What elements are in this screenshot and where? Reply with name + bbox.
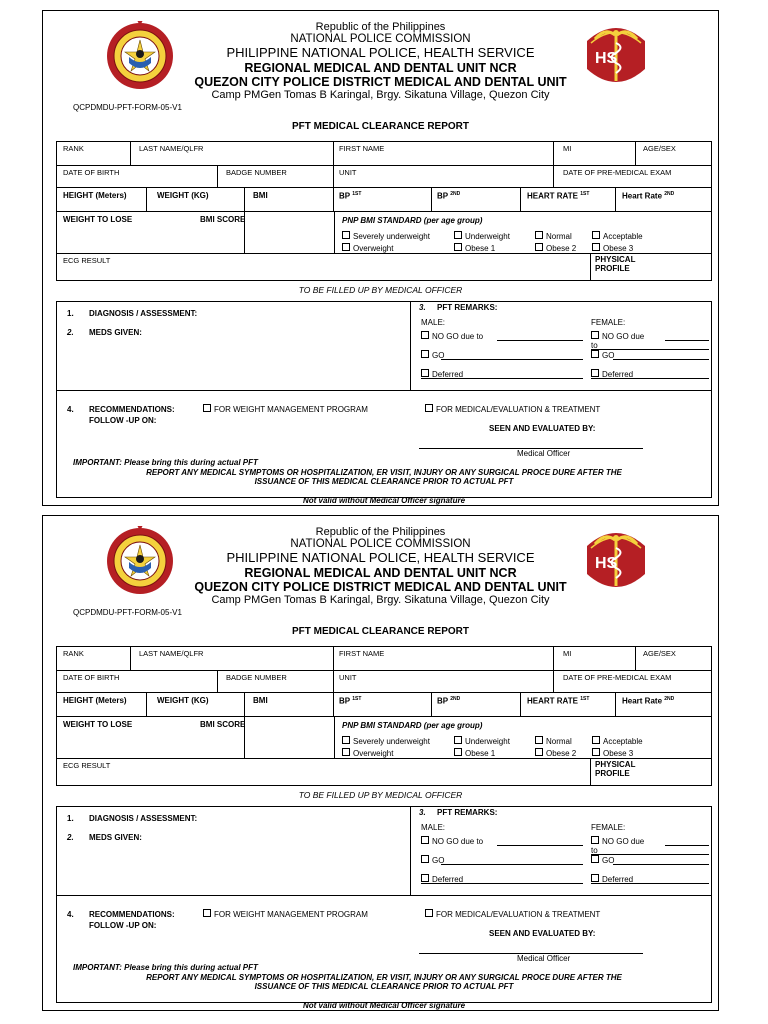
female-no-go-to-label: to [591, 846, 598, 855]
heart-rate-2nd-label: Heart Rate $^{2ND}$ [622, 191, 675, 201]
bmi-obese-3-checkbox[interactable]: Obese 3 [592, 748, 633, 758]
recommendations-label: RECOMMENDATIONS: [89, 405, 175, 414]
male-deferred-checkbox[interactable]: Deferred [421, 874, 463, 884]
bmi-obese-2-checkbox[interactable]: Obese 2 [535, 748, 576, 758]
item-3-number: 3. [419, 303, 426, 312]
report-symptoms-note: REPORT ANY MEDICAL SYMPTOMS OR HOSPITALIZATION, ER VISIT, INJURY OR ANY SURGICAL PROCE DURE AFTER THE ISSUANCE OF THIS MEDICAL CLEARANCE PRIOR TO ACTUAL PFT [146, 468, 622, 487]
male-go-checkbox[interactable]: GO [421, 350, 444, 360]
header-line-pnp-hs: PHILIPPINE NATIONAL POLICE, HEALTH SERVICE [226, 45, 535, 61]
bmi-normal-checkbox[interactable]: Normal [535, 736, 572, 746]
rank-label: RANK [63, 144, 84, 153]
female-deferred-checkbox[interactable]: Deferred [591, 874, 633, 884]
medical-evaluation-treatment-checkbox[interactable]: FOR MEDICAL/EVALUATION & TREATMENT [425, 909, 600, 919]
male-no-go-checkbox[interactable]: NO GO due to [421, 331, 483, 341]
bmi-score-label: BMI SCORE [200, 720, 246, 729]
dob-label: DATE OF BIRTH [63, 673, 120, 682]
item-2-number: 2. [67, 328, 74, 337]
seen-and-evaluated-label: SEEN AND EVALUATED BY: [489, 929, 596, 938]
male-deferred-checkbox[interactable]: Deferred [421, 369, 463, 379]
male-go-checkbox[interactable]: GO [421, 855, 444, 865]
form-title: PFT MEDICAL CLEARANCE REPORT [291, 626, 470, 637]
medical-officer-section [56, 301, 712, 505]
header-line-pnp-hs: PHILIPPINE NATIONAL POLICE, HEALTH SERVICE [226, 550, 535, 566]
diagnosis-label: DIAGNOSIS / ASSESSMENT: [89, 814, 198, 823]
dob-label: DATE OF BIRTH [63, 168, 120, 177]
ecg-result-label: ECG RESULT [63, 256, 111, 265]
bp-1st-label: BP $^{1ST}$ [339, 696, 362, 706]
hs-logo-text: HS [595, 50, 618, 67]
header-line-napolcom: NATIONAL POLICE COMMISSION [290, 538, 471, 551]
weight-management-program-checkbox[interactable]: FOR WEIGHT MANAGEMENT PROGRAM [203, 909, 368, 919]
weight-label: WEIGHT (KG) [157, 696, 209, 705]
pnp-bmi-standard-label: PNP BMI STANDARD (per age group) [342, 721, 483, 730]
header-line-republic: Republic of the Philippines [315, 526, 446, 538]
pnp-bmi-standard-label: PNP BMI STANDARD (per age group) [342, 216, 483, 225]
age-sex-label: AGE/SEX [643, 144, 676, 153]
hs-logo-text: HS [595, 555, 618, 572]
bp-1st-label: BP $^{1ST}$ [339, 191, 362, 201]
last-name-label: LAST NAME/QLFR [139, 144, 204, 153]
not-valid-note: Not valid without Medical Officer signature [302, 496, 466, 505]
first-name-label: FIRST NAME [339, 144, 385, 153]
header-line-republic: Republic of the Philippines [315, 21, 446, 33]
bmi-obese-1-checkbox[interactable]: Obese 1 [454, 243, 495, 253]
header-line-napolcom: NATIONAL POLICE COMMISSION [290, 33, 471, 46]
item-3-number: 3. [419, 808, 426, 817]
female-label: FEMALE: [591, 823, 626, 832]
meds-given-label: MEDS GIVEN: [89, 328, 142, 337]
bmi-severely-underweight-checkbox[interactable]: Severely underweight [342, 736, 430, 746]
bmi-acceptable-checkbox[interactable]: Acceptable [592, 736, 643, 746]
bmi-obese-3-checkbox[interactable]: Obese 3 [592, 243, 633, 253]
female-no-go-to-label: to [591, 341, 598, 350]
header-line-rmdu: REGIONAL MEDICAL AND DENTAL UNIT NCR [244, 565, 517, 580]
bp-2nd-label: BP $^{2ND}$ [437, 696, 461, 706]
clearance-form-copy-1 [42, 10, 719, 506]
form-code: QCPDMDU-PFT-FORM-05-V1 [73, 103, 182, 112]
diagnosis-label: DIAGNOSIS / ASSESSMENT: [89, 309, 198, 318]
weight-management-program-checkbox[interactable]: FOR WEIGHT MANAGEMENT PROGRAM [203, 404, 368, 414]
not-valid-note: Not valid without Medical Officer signature [302, 1001, 466, 1010]
bp-2nd-label: BP $^{2ND}$ [437, 191, 461, 201]
important-note: IMPORTANT: Please bring this during actual PFT [73, 963, 258, 972]
form-code: QCPDMDU-PFT-FORM-05-V1 [73, 608, 182, 617]
item-1-number: 1. [67, 814, 74, 823]
heart-rate-1st-label: HEART RATE $^{1ST}$ [527, 191, 590, 201]
medical-evaluation-treatment-checkbox[interactable]: FOR MEDICAL/EVALUATION & TREATMENT [425, 404, 600, 414]
unit-label: UNIT [339, 673, 357, 682]
physical-profile-label: PHYSICAL PROFILE [595, 255, 636, 273]
header-line-address: Camp PMGen Tomas B Karingal, Brgy. Sikatuna Village, Quezon City [211, 593, 550, 606]
medical-officer-signature-label: Medical Officer [517, 449, 571, 458]
badge-number-label: BADGE NUMBER [226, 673, 287, 682]
medical-officer-signature-label: Medical Officer [517, 954, 571, 963]
filled-by-medical-officer-note: TO BE FILLED UP BY MEDICAL OFFICER [298, 790, 463, 800]
pft-remarks-label: PFT REMARKS: [437, 303, 498, 312]
badge-number-label: BADGE NUMBER [226, 168, 287, 177]
female-label: FEMALE: [591, 318, 626, 327]
personal-info-table [56, 141, 712, 281]
pre-exam-date-label: DATE OF PRE-MEDICAL EXAM [563, 168, 672, 177]
header-line-address: Camp PMGen Tomas B Karingal, Brgy. Sikatuna Village, Quezon City [211, 88, 550, 101]
mi-label: MI [563, 144, 572, 153]
pft-remarks-label: PFT REMARKS: [437, 808, 498, 817]
male-label: MALE: [421, 823, 446, 832]
male-label: MALE: [421, 318, 446, 327]
item-2-number: 2. [67, 833, 74, 842]
bmi-normal-checkbox[interactable]: Normal [535, 231, 572, 241]
follow-up-label: FOLLOW -UP ON: [89, 416, 157, 425]
bmi-obese-1-checkbox[interactable]: Obese 1 [454, 748, 495, 758]
male-no-go-checkbox[interactable]: NO GO due to [421, 836, 483, 846]
bmi-underweight-checkbox[interactable]: Underweight [454, 736, 510, 746]
meds-given-label: MEDS GIVEN: [89, 833, 142, 842]
female-no-go-checkbox[interactable]: NO GO due [591, 836, 644, 846]
clearance-form-copy-2 [42, 515, 719, 1011]
bmi-overweight-checkbox[interactable]: Overweight [342, 748, 393, 758]
seen-and-evaluated-label: SEEN AND EVALUATED BY: [489, 424, 596, 433]
item-4-number: 4. [67, 405, 74, 414]
item-4-number: 4. [67, 910, 74, 919]
unit-label: UNIT [339, 168, 357, 177]
pnp-seal-icon [105, 526, 175, 596]
height-label: HEIGHT (Meters) [63, 191, 127, 200]
recommendations-label: RECOMMENDATIONS: [89, 910, 175, 919]
ecg-result-label: ECG RESULT [63, 761, 111, 770]
first-name-label: FIRST NAME [339, 649, 385, 658]
female-go-checkbox[interactable]: GO [591, 855, 614, 865]
mi-label: MI [563, 649, 572, 658]
heart-rate-1st-label: HEART RATE $^{1ST}$ [527, 696, 590, 706]
height-label: HEIGHT (Meters) [63, 696, 127, 705]
weight-to-lose-label: WEIGHT TO LOSE [63, 215, 133, 224]
bmi-label: BMI [253, 696, 268, 705]
follow-up-label: FOLLOW -UP ON: [89, 921, 157, 930]
important-note: IMPORTANT: Please bring this during actual PFT [73, 458, 258, 467]
bmi-overweight-checkbox[interactable]: Overweight [342, 243, 393, 253]
bmi-label: BMI [253, 191, 268, 200]
heart-rate-2nd-label: Heart Rate $^{2ND}$ [622, 696, 675, 706]
pnp-seal-icon [105, 21, 175, 91]
last-name-label: LAST NAME/QLFR [139, 649, 204, 658]
bmi-severely-underweight-checkbox[interactable]: Severely underweight [342, 231, 430, 241]
bmi-score-label: BMI SCORE [200, 215, 246, 224]
female-no-go-checkbox[interactable]: NO GO due [591, 331, 644, 341]
bmi-underweight-checkbox[interactable]: Underweight [454, 231, 510, 241]
item-1-number: 1. [67, 309, 74, 318]
physical-profile-label: PHYSICAL PROFILE [595, 760, 636, 778]
report-symptoms-note: REPORT ANY MEDICAL SYMPTOMS OR HOSPITALIZATION, ER VISIT, INJURY OR ANY SURGICAL PROCE DURE AFTER THE ISSUANCE OF THIS MEDICAL CLEARANCE PRIOR TO ACTUAL PFT [146, 973, 622, 992]
health-service-hs-logo-icon [581, 21, 651, 91]
bmi-acceptable-checkbox[interactable]: Acceptable [592, 231, 643, 241]
female-deferred-checkbox[interactable]: Deferred [591, 369, 633, 379]
header-line-qcpd: QUEZON CITY POLICE DISTRICT MEDICAL AND DENTAL UNIT [194, 74, 567, 89]
header-line-qcpd: QUEZON CITY POLICE DISTRICT MEDICAL AND DENTAL UNIT [194, 579, 567, 594]
bmi-obese-2-checkbox[interactable]: Obese 2 [535, 243, 576, 253]
weight-to-lose-label: WEIGHT TO LOSE [63, 720, 133, 729]
female-go-checkbox[interactable]: GO [591, 350, 614, 360]
health-service-hs-logo-icon [581, 526, 651, 596]
weight-label: WEIGHT (KG) [157, 191, 209, 200]
personal-info-table [56, 646, 712, 786]
pre-exam-date-label: DATE OF PRE-MEDICAL EXAM [563, 673, 672, 682]
rank-label: RANK [63, 649, 84, 658]
header-line-rmdu: REGIONAL MEDICAL AND DENTAL UNIT NCR [244, 60, 517, 75]
filled-by-medical-officer-note: TO BE FILLED UP BY MEDICAL OFFICER [298, 285, 463, 295]
form-title: PFT MEDICAL CLEARANCE REPORT [291, 121, 470, 132]
age-sex-label: AGE/SEX [643, 649, 676, 658]
medical-officer-section [56, 806, 712, 1010]
